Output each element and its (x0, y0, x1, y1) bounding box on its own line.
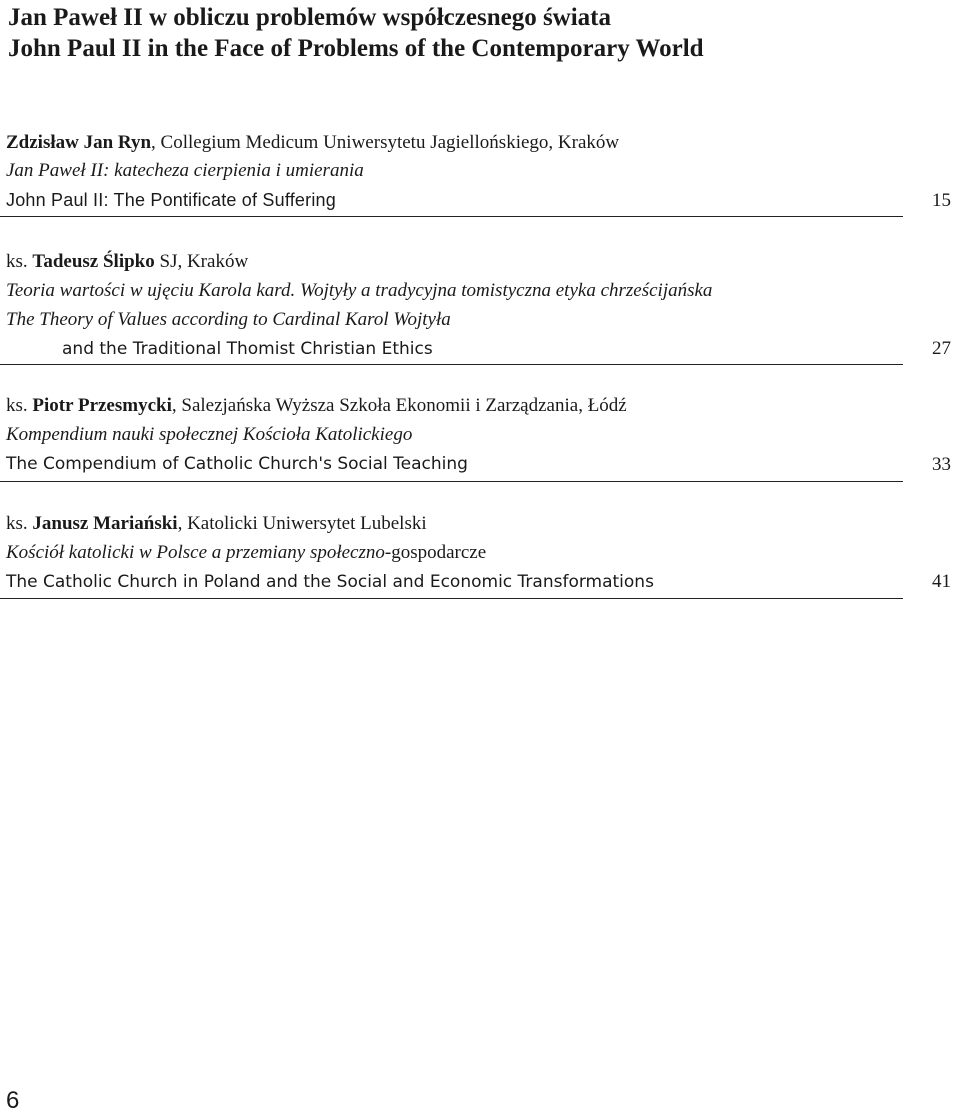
toc-entry-1-author: Zdzisław Jan Ryn (6, 132, 152, 153)
toc-entry-3-page: 33 (932, 454, 951, 475)
toc-entry-2-title-polish: Teoria wartości w ujęciu Karola kard. Wojtyły a tradycyjna tomistyczna etyka chrześcijańska (6, 280, 713, 301)
toc-entry-4-title-polish-rest: -gospodarcze (384, 542, 487, 563)
footer-page-number: 6 (6, 1087, 20, 1114)
toc-entry-4-page: 41 (932, 571, 951, 592)
toc-entry-3-title-english: The Compendium of Catholic Church's Social Teaching (6, 454, 468, 474)
toc-entry-4-title-polish-italic: Kościół katolicki w Polsce a przemiany społeczno (6, 542, 385, 563)
toc-entry-4-prefix: ks. (6, 513, 33, 534)
toc-entry-4-affiliation: , Katolicki Uniwersytet Lubelski (177, 513, 427, 534)
toc-entry-4-author-line (6, 512, 427, 536)
toc-entry-4-author: Janusz Mariański (32, 513, 178, 534)
toc-entry-2-rule (0, 364, 903, 365)
toc-entry-3-rule (0, 481, 903, 482)
toc-entry-4-title-polish (6, 541, 486, 565)
document-title-english: John Paul II in the Face of Problems of the Contemporary World (8, 35, 704, 62)
toc-entry-2-title-english-2: and the Traditional Thomist Christian Ethics (62, 339, 433, 359)
toc-entry-1-title-english: John Paul II: The Pontificate of Suffering (6, 190, 336, 210)
document-title-polish: Jan Paweł II w obliczu problemów współczesnego świata (8, 4, 612, 31)
toc-entry-4-rule (0, 598, 903, 599)
toc-entry-2-author-line (6, 250, 248, 274)
toc-entry-2-page: 27 (932, 338, 951, 359)
toc-entry-2-title-english-1: The Theory of Values according to Cardinal Karol Wojtyła (6, 309, 451, 330)
toc-entry-3-author-line (6, 394, 627, 418)
toc-entry-1-affiliation: , Collegium Medicum Uniwersytetu Jagiellońskiego, Kraków (151, 132, 620, 153)
toc-entry-3-title-polish: Kompendium nauki społecznej Kościoła Katolickiego (6, 424, 413, 445)
toc-entry-1-rule (0, 216, 903, 217)
toc-entry-3-author: Piotr Przesmycki (32, 395, 172, 416)
toc-entry-1-author-line (6, 131, 619, 155)
toc-entry-4-title-english: The Catholic Church in Poland and the Social and Economic Transformations (6, 572, 654, 592)
toc-entry-2-affiliation: SJ, Kraków (154, 251, 249, 272)
toc-entry-3-affiliation: , Salezjańska Wyższa Szkoła Ekonomii i Zarządzania, Łódź (171, 395, 627, 416)
toc-entry-3-prefix: ks. (6, 395, 33, 416)
toc-entry-1-page: 15 (932, 190, 951, 211)
toc-entry-1-title-polish: Jan Paweł II: katecheza cierpienia i umierania (6, 160, 364, 181)
toc-entry-2-author: Tadeusz Ślipko (32, 251, 155, 272)
toc-entry-2-prefix: ks. (6, 251, 33, 272)
